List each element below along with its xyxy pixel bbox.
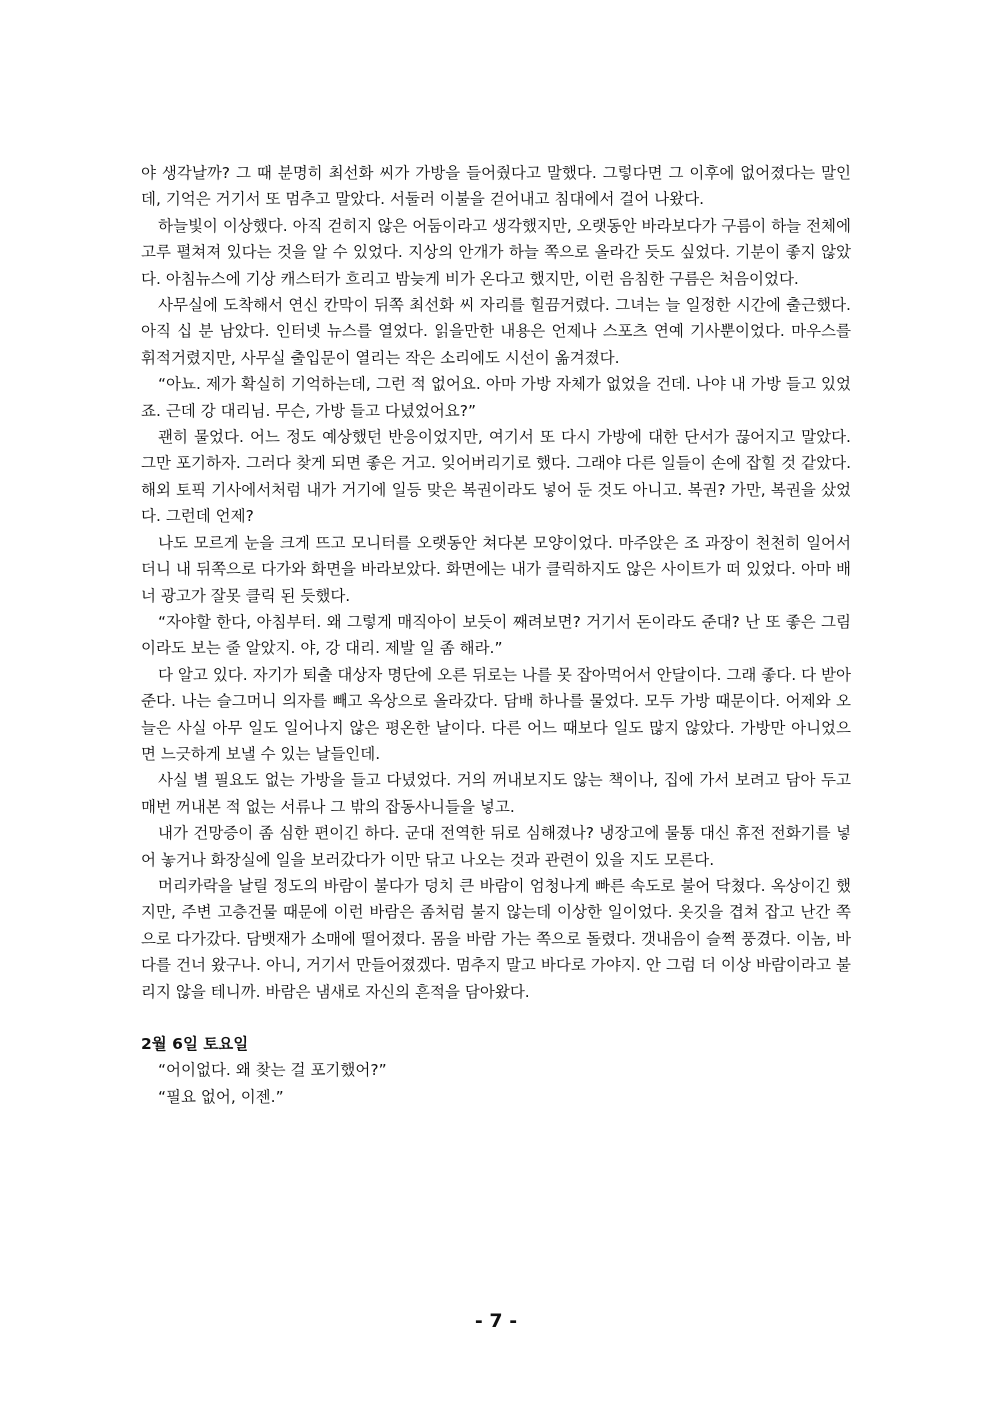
paragraph-4: “아뇨. 제가 확실히 기억하는데, 그런 적 없어요. 아마 가방 자체가 없었을 건데. 나야 내 가방 들고 있었죠. 근데 강 대리님. 무슨, 가방 들고 다녔었어요?”: [141, 375, 851, 420]
paragraph-11: 머리카락을 날릴 정도의 바람이 불다가 덩치 큰 바람이 엄청나게 빠른 속도로 불어 닥쳤다. 옥상이긴 했지만, 주변 고층건물 때문에 이런 바람은 좀처럼 불지 않는데 이상한 일이었다. 옷깃을 겹쳐 잡고 난간 쪽으로 다가갔다. 담뱃재가 소매에 떨어졌다. 몸을 바람 가는 쪽으로 돌렸다. 갯내음이 슬쩍 풍겼다. 이놈, 바다를 건너 왔구나. 아니, 거기서 만들어졌겠다. 멈추지 말고 바다로 가야지. 안 그럼 더 이상 바람이라고 불리지 않을 테니까. 바람은 냄새로 자신의 흔적을 담아왔다.: [141, 876, 851, 1001]
body-text: [141, 160, 851, 1110]
section-heading: 2월 6일 토요일: [141, 1035, 249, 1053]
dialogue-line-1: “어이없다. 왜 찾는 걸 포기했어?”: [158, 1061, 387, 1080]
dialogue-line-2: “필요 없어, 이젠.”: [158, 1087, 284, 1106]
paragraph-3: 사무실에 도착해서 연신 칸막이 뒤쪽 최선화 씨 자리를 힐끔거렸다. 그녀는 늘 일정한 시간에 출근했다. 아직 십 분 남았다. 인터넷 뉴스를 열었다. 읽을만한 내용은 언제나 스포츠 연예 기사뿐이었다. 마우스를 휘적거렸지만, 사무실 출입문이 열리는 작은 소리에도 시선이 옮겨졌다.: [141, 296, 851, 367]
paragraph-7: “자야할 한다, 아침부터. 왜 그렇게 매직아이 보듯이 째려보면? 거기서 돈이라도 준대? 난 또 좋은 그림이라도 보는 줄 알았지. 야, 강 대리. 제발 일 좀 해라.”: [141, 612, 851, 658]
paragraph-10: 내가 건망증이 좀 심한 편이긴 하다. 군대 전역한 뒤로 심해졌나? 냉장고에 물통 대신 휴전 전화기를 넣어 놓거나 화장실에 일을 보러갔다가 이만 닦고 나오는 것과 관련이 있을 지도 모른다.: [141, 824, 851, 869]
paragraph-8: 다 알고 있다. 자기가 퇴출 대상자 명단에 오른 뒤로는 나를 못 잡아먹어서 안달이다. 그래 좋다. 다 받아 준다. 나는 슬그머니 의자를 빼고 옥상으로 올라갔다. 담배 하나를 물었다. 모두 가방 때문이다. 어제와 오늘은 사실 아무 일도 일어나지 않은 평온한 날이다. 다른 어느 때보다 일도 많지 않았다. 가방만 아니었으면 느긋하게 보낼 수 있는 날들인데.: [141, 665, 851, 763]
page-number: - 7 -: [474, 1310, 518, 1332]
paragraph-6: 나도 모르게 눈을 크게 뜨고 모니터를 오랫동안 쳐다본 모양이었다. 마주앉은 조 과장이 천천히 일어서더니 내 뒤쪽으로 다가와 화면을 바라보았다. 화면에는 내가 클릭하지도 않은 사이트가 떠 있었다. 아마 배너 광고가 잘못 클릭 된 듯했다.: [141, 533, 851, 605]
paragraph-9: 사실 별 필요도 없는 가방을 들고 다녔었다. 거의 꺼내보지도 않는 책이나, 집에 가서 보려고 담아 두고 매번 꺼내본 적 없는 서류나 그 밖의 잡동사니들을 넣고.: [141, 771, 851, 816]
paragraph-2: 하늘빛이 이상했다. 아직 걷히지 않은 어둠이라고 생각했지만, 오랫동안 바라보다가 구름이 하늘 전체에 고루 펼쳐져 있다는 것을 알 수 있었다. 지상의 안개가 하늘 쪽으로 올라간 듯도 싶었다. 기분이 좋지 않았다. 아침뉴스에 기상 캐스터가 흐리고 밤늦게 비가 온다고 했지만, 이런 음침한 구름은 처음이었다.: [141, 216, 851, 288]
paragraph-1: 야 생각날까? 그 때 분명히 최선화 씨가 가방을 들어줬다고 말했다. 그렇다면 그 이후에 없어졌다는 말인데, 기억은 거기서 또 멈추고 말았다. 서둘러 이불을 걷어내고 침대에서 걸어 나왔다.: [141, 164, 851, 209]
paragraph-5: 괜히 물었다. 어느 정도 예상했던 반응이었지만, 여기서 또 다시 가방에 대한 단서가 끊어지고 말았다. 그만 포기하자. 그러다 찾게 되면 좋은 거고. 잊어버리기로 했다. 그래야 다른 일들이 손에 잡힐 것 같았다. 해외 토픽 기사에서처럼 내가 거기에 일등 맞은 복권이라도 넣어 둔 것도 아니고. 복권? 가만, 복권을 샀었다. 그런데 언제?: [141, 428, 851, 526]
